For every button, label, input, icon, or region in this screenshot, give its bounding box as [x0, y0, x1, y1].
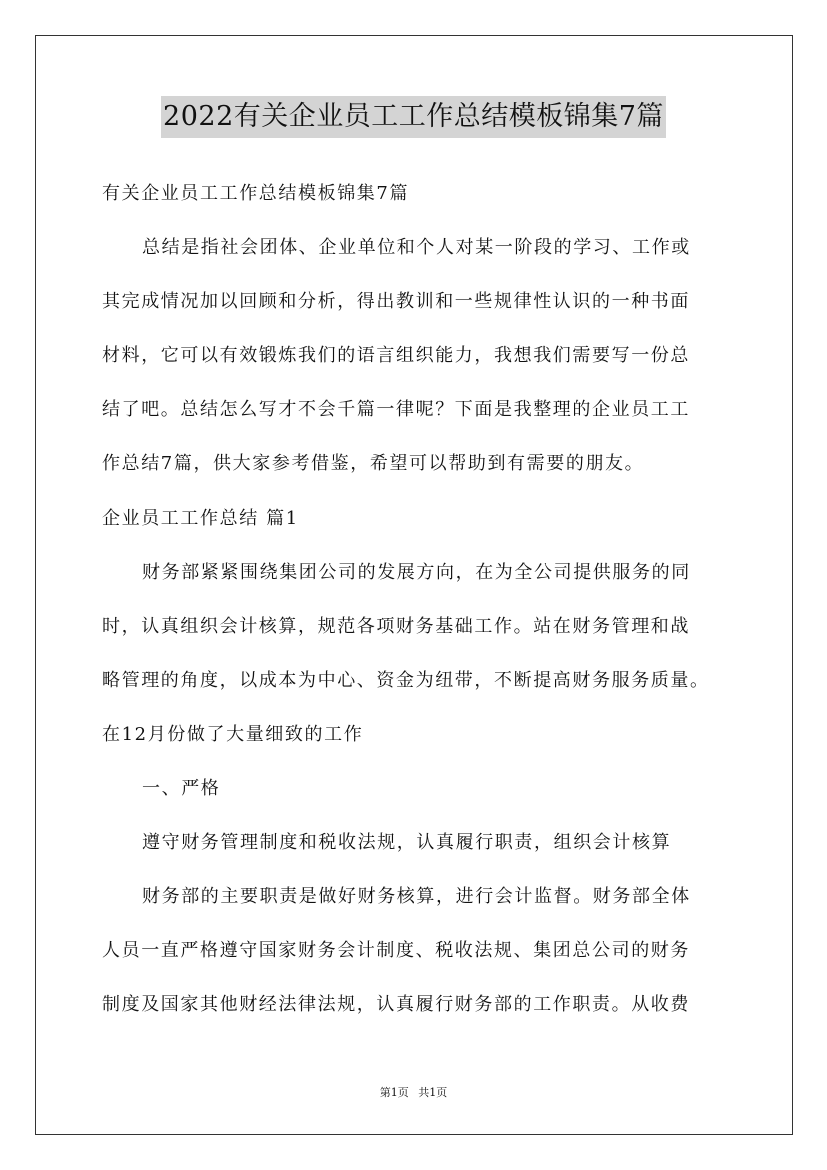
paragraph-line: 时，认真组织会计核算，规范各项财务基础工作。站在财务管理和战: [102, 616, 690, 637]
document-title: 2022有关企业员工工作总结模板锦集7篇: [161, 96, 666, 138]
paragraph-line: 遵守财务管理制度和税收法规，认真履行职责，组织会计核算: [142, 832, 672, 853]
subtitle-line: 有关企业员工工作总结模板锦集7篇: [102, 183, 410, 204]
paragraph-line: 结了吧。总结怎么写才不会千篇一律呢？下面是我整理的企业员工工: [102, 399, 690, 420]
page-number: 第1页: [379, 1086, 409, 1099]
paragraph-line: 财务部紧紧围绕集团公司的发展方向，在为全公司提供服务的同: [142, 562, 691, 583]
section-heading: 企业员工工作总结 篇1: [102, 508, 299, 529]
page-footer: [0, 1084, 827, 1100]
paragraph-line: 总结是指社会团体、企业单位和个人对某一阶段的学习、工作或: [142, 237, 691, 258]
paragraph-line: 略管理的角度，以成本为中心、资金为纽带，不断提高财务服务质量。: [102, 670, 710, 691]
title-container: [0, 96, 827, 138]
paragraph-line: 制度及国家其他财经法律法规，认真履行财务部的工作职责。从收费: [102, 994, 690, 1015]
paragraph-line: 在12月份做了大量细致的工作: [102, 724, 364, 745]
paragraph-line: 人员一直严格遵守国家财务会计制度、税收法规、集团总公司的财务: [102, 940, 690, 961]
paragraph-line: 材料，它可以有效锻炼我们的语言组织能力，我想我们需要写一份总: [102, 345, 690, 366]
paragraph-line: 其完成情况加以回顾和分析，得出教训和一些规律性认识的一种书面: [102, 291, 690, 312]
paragraph-line: 财务部的主要职责是做好财务核算，进行会计监督。财务部全体: [142, 886, 691, 907]
paragraph-line: 作总结7篇，供大家参考借鉴，希望可以帮助到有需要的朋友。: [102, 453, 645, 474]
subheading: 一、严格: [142, 778, 221, 799]
page-total: 共1页: [418, 1086, 448, 1099]
